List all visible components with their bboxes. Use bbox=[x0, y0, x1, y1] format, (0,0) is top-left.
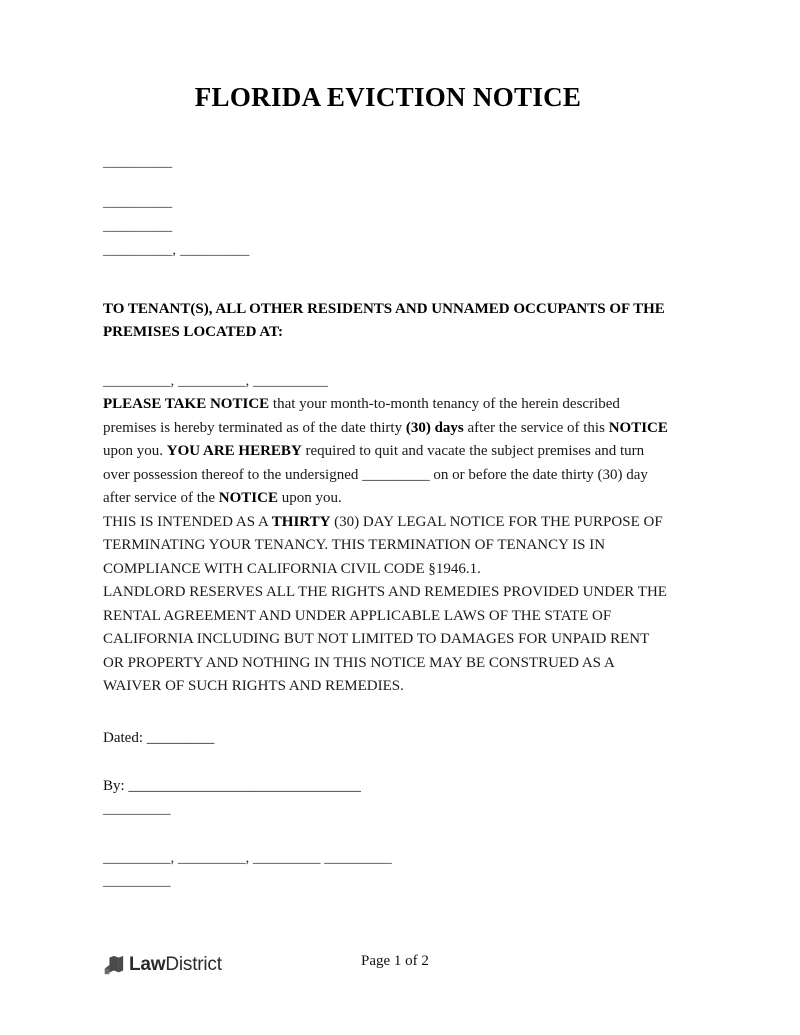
sender-line-3: _________ bbox=[103, 218, 173, 234]
notice-bold-lead: PLEASE TAKE NOTICE bbox=[103, 396, 270, 412]
logo-text-law: Law bbox=[129, 954, 166, 975]
lawdistrict-logo bbox=[103, 950, 222, 980]
notice-bold-notice-2: NOTICE bbox=[218, 490, 278, 506]
notice-bold-30-days: (30) days bbox=[405, 419, 464, 436]
paragraph-please-take-notice bbox=[103, 393, 673, 511]
paragraph-landlord-reserves: LANDLORD RESERVES ALL THE RIGHTS AND REMEDIES PROVIDED UNDER THE RENTAL AGREEMENT AND UNDER APPLICABLE LAWS OF THE STATE OF CALIFORNIA INCLUDING BUT NOT LIMITED TO DAMAGES FOR UNPAID RENT OR PROPERTY AND NOTHING IN THIS NOTICE MAY BE CONSTRUED AS A WAIVER OF SUCH RIGHTS AND REMEDIES. bbox=[103, 584, 667, 694]
page-title: FLORIDA EVICTION NOTICE bbox=[194, 82, 582, 112]
notice-text-4: required to quit and vacate the subject premises and turn over possession thereof to the undersigned _________ on or before the date thirty (30) day after service of the bbox=[103, 443, 648, 506]
intended-text-1: THIS IS INTENDED AS A bbox=[103, 513, 272, 530]
sender-line-1: _________ bbox=[103, 154, 173, 170]
notice-bold-you-are-hereby: YOU ARE HEREBY bbox=[166, 443, 302, 459]
document-content bbox=[103, 0, 673, 893]
sender-address-block bbox=[103, 151, 673, 262]
signature-by-line: By: _______________________________ bbox=[103, 777, 361, 794]
signature-address-line-2: _________ bbox=[103, 872, 171, 889]
notice-text-2: after the service of this bbox=[463, 419, 609, 436]
stacked-books-icon bbox=[103, 954, 125, 976]
page-number: Page 1 of 2 bbox=[361, 953, 429, 969]
signature-by-second-line: _________ bbox=[103, 800, 171, 817]
page-footer bbox=[103, 950, 673, 982]
notice-bold-notice-1: NOTICE bbox=[608, 419, 668, 436]
logo-text-district: District bbox=[165, 954, 222, 975]
notice-text-3: upon you. bbox=[103, 443, 167, 459]
recipient-heading: TO TENANT(S), ALL OTHER RESIDENTS AND UNNAMED OCCUPANTS OF THE PREMISES LOCATED AT: bbox=[103, 301, 665, 340]
signature-dated-line: Dated: _________ bbox=[103, 729, 215, 746]
logo-text bbox=[129, 954, 222, 976]
notice-text-1: that your month-to-month tenancy of the herein described premises is hereby terminated as of the date thirty bbox=[103, 396, 620, 436]
notice-text-5: upon you. bbox=[277, 490, 342, 506]
premises-address-blank: _________, _________, __________ bbox=[103, 373, 328, 389]
paragraph-intended-notice bbox=[103, 511, 673, 582]
intended-bold-thirty: THIRTY bbox=[271, 513, 331, 530]
signature-address-line: _________, _________, _________ _________ bbox=[103, 849, 392, 866]
sender-line-2: _________ bbox=[103, 194, 173, 210]
sender-line-4: _________, _________ bbox=[103, 242, 250, 258]
intended-text-2: (30) DAY LEGAL NOTICE FOR THE PURPOSE OF TERMINATING YOUR TENANCY. THIS TERMINATION OF TENANCY IS IN COMPLIANCE WITH CALIFORNIA CIVIL CODE §1946.1. bbox=[103, 513, 663, 577]
